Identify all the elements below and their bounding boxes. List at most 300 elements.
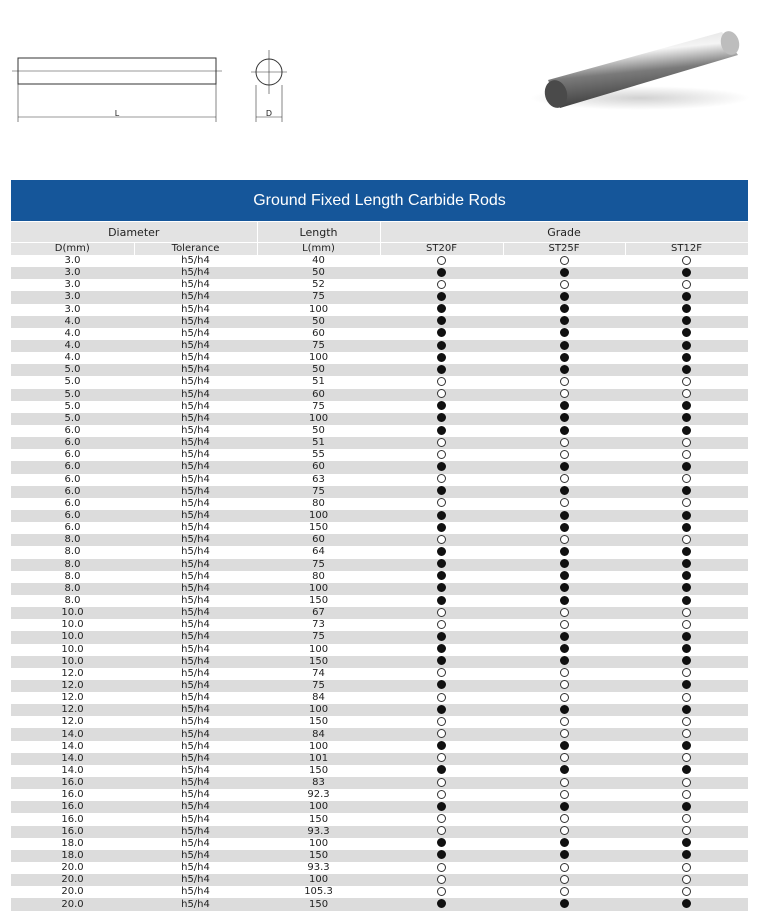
unavailable-circle-icon [682,826,691,835]
grade-cell [625,474,748,486]
tolerance-cell: h5/h4 [134,898,257,910]
unavailable-circle-icon [437,790,446,799]
table-row [11,498,748,510]
grade-cell [503,656,625,668]
length-cell: 75 [257,680,380,692]
available-dot-icon [560,413,569,422]
available-dot-icon [560,292,569,301]
grade-cell [503,352,625,364]
unavailable-circle-icon [682,256,691,265]
diameter-cell: 6.0 [11,425,134,437]
grade-cell [380,668,503,680]
available-dot-icon [437,596,446,605]
table-title: Ground Fixed Length Carbide Rods [11,180,748,221]
unavailable-circle-icon [437,814,446,823]
grade-cell [503,425,625,437]
available-dot-icon [682,741,691,750]
length-cell: 51 [257,376,380,388]
tolerance-cell: h5/h4 [134,389,257,401]
grade-cell [380,546,503,558]
length-cell: 50 [257,364,380,376]
length-cell: 50 [257,316,380,328]
grade-cell [503,753,625,765]
grade-cell [380,813,503,825]
grade-cell [503,583,625,595]
unavailable-circle-icon [682,875,691,884]
diameter-cell: 8.0 [11,571,134,583]
grade-cell [503,376,625,388]
tolerance-cell: h5/h4 [134,376,257,388]
grade-cell [625,571,748,583]
grade-cell [625,716,748,728]
available-dot-icon [437,523,446,532]
diameter-cell: 12.0 [11,716,134,728]
unavailable-circle-icon [682,608,691,617]
table-row [11,753,748,765]
available-dot-icon [437,583,446,592]
available-dot-icon [682,328,691,337]
available-dot-icon [682,316,691,325]
grade-cell [503,510,625,522]
grade-cell [380,850,503,862]
table-row [11,656,748,668]
available-dot-icon [437,802,446,811]
table-row [11,304,748,316]
tolerance-cell: h5/h4 [134,813,257,825]
table-row [11,728,748,740]
diameter-cell: 3.0 [11,291,134,303]
length-cell: 55 [257,449,380,461]
grade-cell [503,328,625,340]
unavailable-circle-icon [682,668,691,677]
available-dot-icon [560,523,569,532]
length-cell: 63 [257,474,380,486]
unavailable-circle-icon [682,790,691,799]
available-dot-icon [682,632,691,641]
length-cell: 60 [257,389,380,401]
grade-cell [625,559,748,571]
unavailable-circle-icon [682,887,691,896]
table-row [11,474,748,486]
available-dot-icon [682,523,691,532]
available-dot-icon [682,899,691,908]
grade-cell [503,813,625,825]
grade-cell [625,886,748,898]
table-row [11,255,748,267]
diameter-cell: 8.0 [11,546,134,558]
grade-cell [503,680,625,692]
tolerance-cell: h5/h4 [134,777,257,789]
available-dot-icon [437,899,446,908]
col-header-d: D(mm) [11,243,134,256]
table-row [11,401,748,413]
grade-cell [380,316,503,328]
tolerance-cell: h5/h4 [134,838,257,850]
diameter-cell: 18.0 [11,838,134,850]
grade-cell [503,559,625,571]
rod-3d-illustration [530,29,750,110]
unavailable-circle-icon [560,256,569,265]
grade-cell [503,340,625,352]
diameter-cell: 4.0 [11,340,134,352]
table-row [11,316,748,328]
grade-cell [503,316,625,328]
available-dot-icon [560,596,569,605]
tolerance-cell: h5/h4 [134,364,257,376]
grade-cell [625,850,748,862]
grade-cell [625,255,748,267]
available-dot-icon [437,850,446,859]
unavailable-circle-icon [560,608,569,617]
unavailable-circle-icon [437,256,446,265]
tolerance-cell: h5/h4 [134,413,257,425]
tolerance-cell: h5/h4 [134,340,257,352]
grade-cell [380,534,503,546]
unavailable-circle-icon [437,620,446,629]
length-cell: 73 [257,619,380,631]
grade-cell [625,741,748,753]
available-dot-icon [560,644,569,653]
grade-cell [625,376,748,388]
table-row [11,741,748,753]
tolerance-cell: h5/h4 [134,716,257,728]
available-dot-icon [682,401,691,410]
grade-cell [503,486,625,498]
table-row [11,801,748,813]
grade-cell [625,546,748,558]
grade-cell [380,898,503,910]
tolerance-cell: h5/h4 [134,874,257,886]
unavailable-circle-icon [560,814,569,823]
unavailable-circle-icon [560,438,569,447]
grade-cell [380,437,503,449]
grade-cell [503,716,625,728]
diameter-cell: 16.0 [11,826,134,838]
grade-cell [380,328,503,340]
grade-cell [625,425,748,437]
length-cell: 93.3 [257,862,380,874]
grade-cell [503,522,625,534]
table-row [11,898,748,910]
available-dot-icon [437,426,446,435]
table-row [11,534,748,546]
length-symbol: L [114,109,120,118]
grade-cell [625,765,748,777]
unavailable-circle-icon [560,887,569,896]
length-cell: 100 [257,644,380,656]
diameter-cell: 8.0 [11,559,134,571]
available-dot-icon [437,292,446,301]
length-cell: 92.3 [257,789,380,801]
available-dot-icon [437,765,446,774]
grade-cell [625,631,748,643]
available-dot-icon [682,511,691,520]
available-dot-icon [682,765,691,774]
grade-cell [503,728,625,740]
grade-cell [380,571,503,583]
grade-cell [380,801,503,813]
tolerance-cell: h5/h4 [134,801,257,813]
tolerance-cell: h5/h4 [134,692,257,704]
grade-cell [380,498,503,510]
table-row [11,328,748,340]
unavailable-circle-icon [560,790,569,799]
unavailable-circle-icon [560,729,569,738]
grade-cell [380,862,503,874]
grade-cell [503,886,625,898]
table-row [11,510,748,522]
tolerance-cell: h5/h4 [134,789,257,801]
diameter-cell: 14.0 [11,753,134,765]
grade-cell [625,267,748,279]
grade-cell [380,631,503,643]
grade-cell [380,595,503,607]
available-dot-icon [437,632,446,641]
table-body [11,255,748,911]
tolerance-cell: h5/h4 [134,255,257,267]
table-row [11,704,748,716]
length-cell: 150 [257,522,380,534]
tolerance-cell: h5/h4 [134,826,257,838]
grade-cell [625,668,748,680]
unavailable-circle-icon [560,668,569,677]
table-row [11,486,748,498]
tolerance-cell: h5/h4 [134,680,257,692]
diameter-group-header: Diameter [11,222,257,243]
available-dot-icon [682,802,691,811]
length-cell: 75 [257,486,380,498]
grade-cell [380,340,503,352]
table-row [11,364,748,376]
diameter-cell: 20.0 [11,886,134,898]
diameter-cell: 12.0 [11,680,134,692]
unavailable-circle-icon [682,389,691,398]
diameter-cell: 10.0 [11,619,134,631]
unavailable-circle-icon [560,498,569,507]
unavailable-circle-icon [437,693,446,702]
diameter-cell: 4.0 [11,316,134,328]
unavailable-circle-icon [437,668,446,677]
diameter-cell: 10.0 [11,644,134,656]
unavailable-circle-icon [437,438,446,447]
table-row [11,886,748,898]
length-cell: 150 [257,595,380,607]
diameter-cell: 8.0 [11,595,134,607]
grade-cell [503,850,625,862]
diameter-cell: 6.0 [11,449,134,461]
unavailable-circle-icon [437,778,446,787]
diameter-cell: 18.0 [11,850,134,862]
grade-cell [503,826,625,838]
available-dot-icon [682,571,691,580]
table-row [11,789,748,801]
length-cell: 74 [257,668,380,680]
available-dot-icon [437,486,446,495]
unavailable-circle-icon [560,826,569,835]
table-row [11,813,748,825]
length-cell: 100 [257,413,380,425]
unavailable-circle-icon [560,280,569,289]
table-row [11,559,748,571]
length-cell: 100 [257,741,380,753]
available-dot-icon [682,292,691,301]
available-dot-icon [437,571,446,580]
diameter-cell: 10.0 [11,607,134,619]
grade-cell [380,352,503,364]
available-dot-icon [682,644,691,653]
tolerance-cell: h5/h4 [134,546,257,558]
tolerance-cell: h5/h4 [134,401,257,413]
tolerance-cell: h5/h4 [134,352,257,364]
unavailable-circle-icon [437,474,446,483]
diameter-cell: 20.0 [11,898,134,910]
available-dot-icon [437,353,446,362]
diameter-cell: 14.0 [11,728,134,740]
grade-cell [503,267,625,279]
unavailable-circle-icon [682,280,691,289]
table-row [11,595,748,607]
diameter-cell: 5.0 [11,389,134,401]
length-group-header: Length [257,222,380,243]
length-cell: 100 [257,704,380,716]
tolerance-cell: h5/h4 [134,862,257,874]
grade-cell [380,267,503,279]
specs-table [11,221,749,911]
available-dot-icon [560,511,569,520]
available-dot-icon [437,559,446,568]
grade-cell [503,571,625,583]
table-row [11,413,748,425]
grade-cell [380,777,503,789]
grade-cell [380,522,503,534]
diameter-cell: 5.0 [11,376,134,388]
available-dot-icon [682,705,691,714]
grade-cell [503,255,625,267]
grade-cell [625,704,748,716]
grade-cell [380,656,503,668]
grade-cell [625,510,748,522]
table-row [11,352,748,364]
available-dot-icon [682,547,691,556]
table-row [11,571,748,583]
length-cell: 150 [257,898,380,910]
grade-cell [380,838,503,850]
grade-cell [625,522,748,534]
unavailable-circle-icon [437,377,446,386]
available-dot-icon [560,838,569,847]
grade-cell [625,656,748,668]
grade-cell [503,437,625,449]
unavailable-circle-icon [437,280,446,289]
table-row [11,631,748,643]
grade-group-header: Grade [380,222,748,243]
available-dot-icon [437,838,446,847]
available-dot-icon [437,705,446,714]
col-header-grade-st20f: ST20F [380,243,503,256]
unavailable-circle-icon [437,608,446,617]
grade-cell [380,874,503,886]
grade-cell [625,826,748,838]
table-row [11,437,748,449]
diameter-cell: 16.0 [11,801,134,813]
table-row [11,389,748,401]
available-dot-icon [437,511,446,520]
grade-cell [625,340,748,352]
available-dot-icon [560,899,569,908]
grade-cell [503,619,625,631]
grade-cell [503,862,625,874]
grade-cell [380,474,503,486]
diameter-cell: 6.0 [11,461,134,473]
diameter-cell: 12.0 [11,692,134,704]
unavailable-circle-icon [560,389,569,398]
length-cell: 75 [257,559,380,571]
grade-cell [625,838,748,850]
grade-cell [625,461,748,473]
tolerance-cell: h5/h4 [134,461,257,473]
grade-cell [380,704,503,716]
grade-cell [503,704,625,716]
available-dot-icon [682,680,691,689]
grade-cell [503,534,625,546]
available-dot-icon [560,571,569,580]
grade-cell [625,813,748,825]
unavailable-circle-icon [682,729,691,738]
available-dot-icon [560,741,569,750]
col-header-grade-st25f: ST25F [503,243,625,256]
table-row [11,279,748,291]
grade-cell [625,498,748,510]
tolerance-cell: h5/h4 [134,741,257,753]
diameter-cell: 6.0 [11,437,134,449]
grade-cell [625,279,748,291]
tolerance-cell: h5/h4 [134,510,257,522]
unavailable-circle-icon [682,498,691,507]
grade-cell [380,364,503,376]
length-cell: 50 [257,267,380,279]
table-row [11,777,748,789]
available-dot-icon [560,656,569,665]
length-cell: 83 [257,777,380,789]
grade-cell [625,437,748,449]
unavailable-circle-icon [682,438,691,447]
grade-cell [503,838,625,850]
length-cell: 100 [257,801,380,813]
unavailable-circle-icon [437,887,446,896]
grade-cell [625,801,748,813]
length-cell: 150 [257,765,380,777]
grade-cell [625,619,748,631]
tolerance-cell: h5/h4 [134,316,257,328]
unavailable-circle-icon [682,450,691,459]
grade-cell [625,328,748,340]
grade-cell [380,886,503,898]
tolerance-cell: h5/h4 [134,644,257,656]
grade-cell [625,898,748,910]
length-cell: 75 [257,291,380,303]
unavailable-circle-icon [560,377,569,386]
tolerance-cell: h5/h4 [134,850,257,862]
length-cell: 150 [257,716,380,728]
unavailable-circle-icon [560,535,569,544]
tolerance-cell: h5/h4 [134,474,257,486]
grade-cell [625,449,748,461]
grade-cell [625,728,748,740]
grade-cell [380,753,503,765]
tolerance-cell: h5/h4 [134,291,257,303]
available-dot-icon [682,365,691,374]
available-dot-icon [682,850,691,859]
